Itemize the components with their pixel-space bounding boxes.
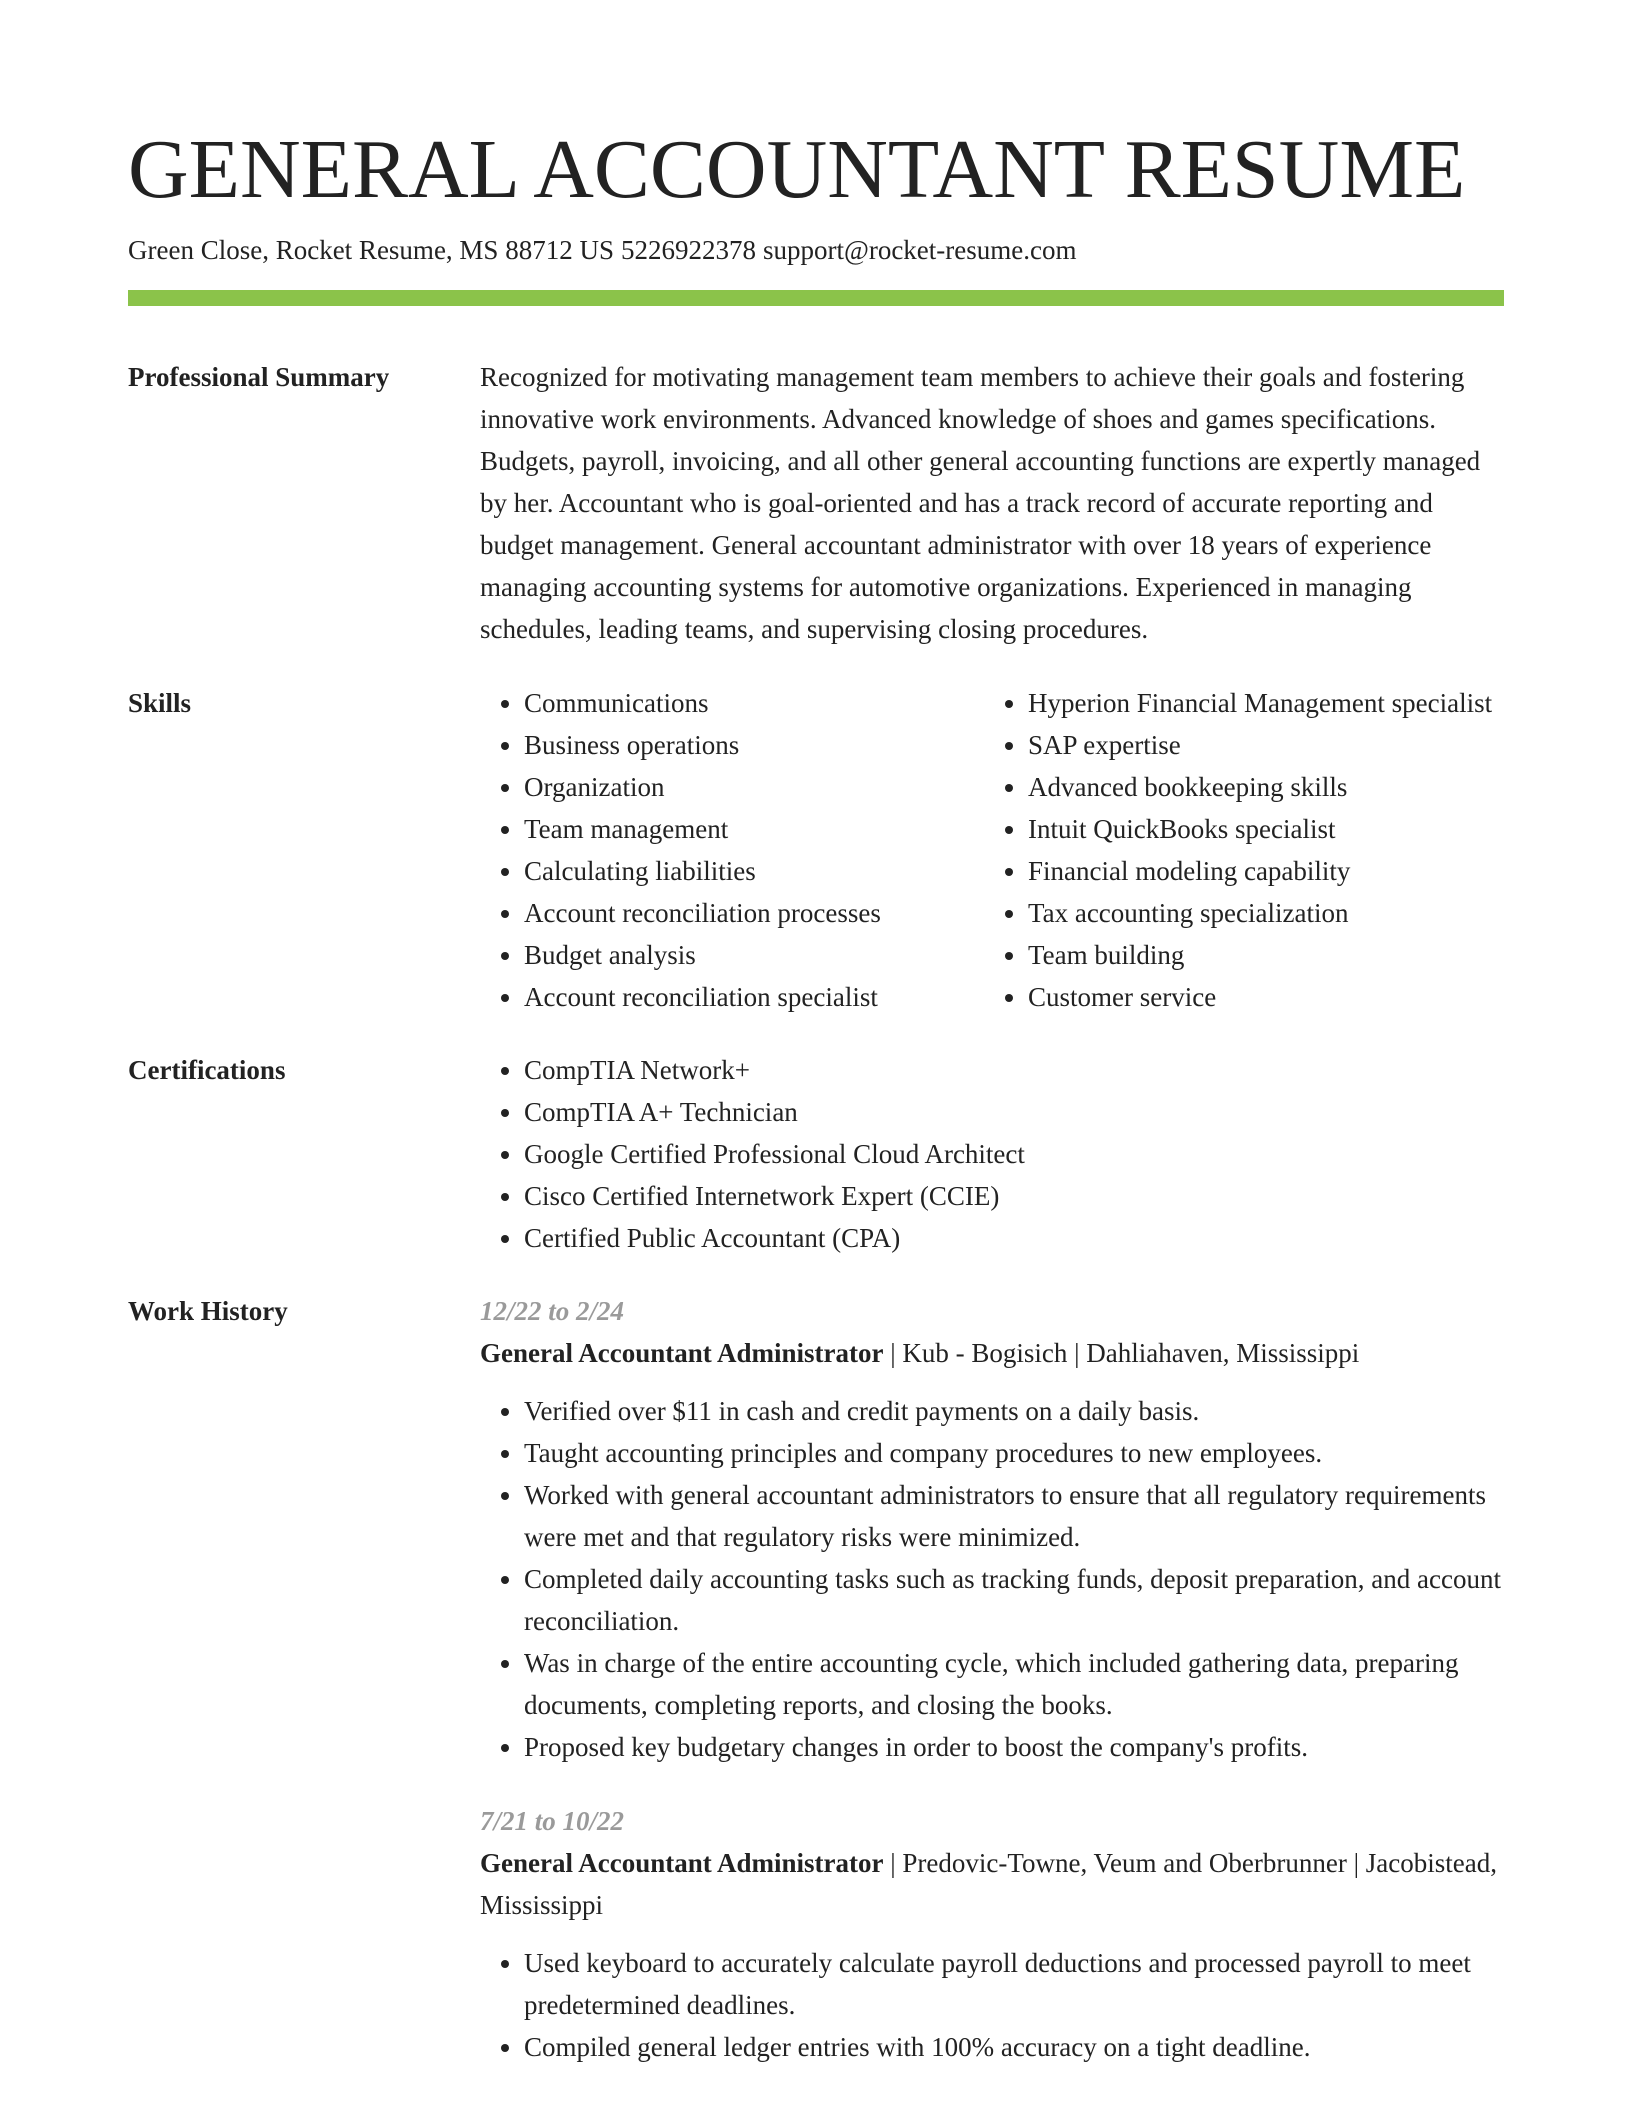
skill-item: • Account reconciliation processes — [524, 892, 984, 934]
contact-address: Green Close, Rocket Resume, MS 88712 US — [128, 235, 614, 265]
skill-item: • Organization — [524, 766, 984, 808]
skill-item: • Business operations — [524, 724, 984, 766]
job-heading — [480, 1842, 1504, 1926]
job-bullet: • Taught accounting principles and company procedures to new employees. — [524, 1432, 1504, 1474]
header-divider — [128, 290, 1504, 306]
work-history-heading: Work History — [128, 1296, 288, 1326]
certifications-heading: Certifications — [128, 1055, 286, 1085]
skill-item: • Intuit QuickBooks specialist — [1028, 808, 1504, 850]
job-details: | Kub - Bogisich | Dahliahaven, Mississippi — [883, 1338, 1360, 1368]
skills-column-right — [984, 682, 1504, 1018]
job-bullet-list — [480, 1942, 1504, 2068]
certifications-section — [128, 1049, 1504, 1259]
skill-item: • Team management — [524, 808, 984, 850]
skill-item: • Account reconciliation specialist — [524, 976, 984, 1018]
summary-heading: Professional Summary — [128, 362, 390, 392]
skill-item: • SAP expertise — [1028, 724, 1504, 766]
job-bullet-list — [480, 1390, 1504, 1768]
skills-column-left — [480, 682, 984, 1018]
contact-phone: 5226922378 — [620, 235, 756, 265]
contact-line — [128, 230, 1504, 270]
skill-item: • Calculating liabilities — [524, 850, 984, 892]
certification-item: • CompTIA Network+ — [524, 1049, 1504, 1091]
resume-page — [128, 118, 1504, 2068]
summary-text: Recognized for motivating management team members to achieve their goals and fostering innovative work environments. Advanced knowledge of shoes and games specifications. Budgets, payroll, invoicing, and all other general accounting functions are expertly managed by her. Accountant who is goal-oriented and has a track record of accurate reporting and budget management. General accountant administrator with over 18 years of experience managing accounting systems for automotive organizations. Experienced in managing schedules, leading teams, and supervising closing procedures. — [480, 362, 1481, 644]
job-bullet: • Was in charge of the entire accounting cycle, which included gathering data, preparing documents, completing reports, and closing the books. — [524, 1642, 1504, 1726]
resume-title: GENERAL ACCOUNTANT RESUME — [128, 123, 1466, 216]
summary-section — [128, 356, 1504, 650]
job-title: General Accountant Administrator — [480, 1848, 884, 1878]
skill-item: • Customer service — [1028, 976, 1504, 1018]
skills-section — [128, 682, 1504, 1018]
job-dates: 12/22 to 2/24 — [480, 1296, 625, 1326]
job-bullet: • Completed daily accounting tasks such as tracking funds, deposit preparation, and account reconciliation. — [524, 1558, 1504, 1642]
skill-item: • Tax accounting specialization — [1028, 892, 1504, 934]
skill-item: • Team building — [1028, 934, 1504, 976]
skill-item: • Communications — [524, 682, 984, 724]
job-bullet: • Proposed key budgetary changes in order to boost the company's profits. — [524, 1726, 1504, 1768]
work-history-section — [128, 1290, 1504, 2068]
skill-item: • Hyperion Financial Management specialist — [1028, 682, 1504, 724]
certification-item: • CompTIA A+ Technician — [524, 1091, 1504, 1133]
job-heading — [480, 1332, 1504, 1374]
job-bullet: • Verified over $11 in cash and credit payments on a daily basis. — [524, 1390, 1504, 1432]
job-details: | Predovic-Towne, Veum and Oberbrunner | Jacobistead, Mississippi — [480, 1848, 1497, 1920]
job-entry — [480, 1290, 1504, 1768]
contact-email: support@rocket-resume.com — [762, 235, 1077, 265]
skills-heading: Skills — [128, 688, 192, 718]
job-bullet: • Used keyboard to accurately calculate payroll deductions and processed payroll to meet predetermined deadlines. — [524, 1942, 1504, 2026]
skill-item: • Advanced bookkeeping skills — [1028, 766, 1504, 808]
job-bullet: • Compiled general ledger entries with 100% accuracy on a tight deadline. — [524, 2026, 1504, 2068]
skill-item: • Budget analysis — [524, 934, 984, 976]
certification-item: • Cisco Certified Internetwork Expert (CCIE) — [524, 1175, 1504, 1217]
certification-item: • Google Certified Professional Cloud Architect — [524, 1133, 1504, 1175]
certification-item: • Certified Public Accountant (CPA) — [524, 1217, 1504, 1259]
job-entry — [480, 1800, 1504, 2068]
skill-item: • Financial modeling capability — [1028, 850, 1504, 892]
job-title: General Accountant Administrator — [480, 1338, 884, 1368]
job-dates: 7/21 to 10/22 — [480, 1806, 625, 1836]
job-bullet: • Worked with general accountant administrators to ensure that all regulatory requirements were met and that regulatory risks were minimized. — [524, 1474, 1504, 1558]
